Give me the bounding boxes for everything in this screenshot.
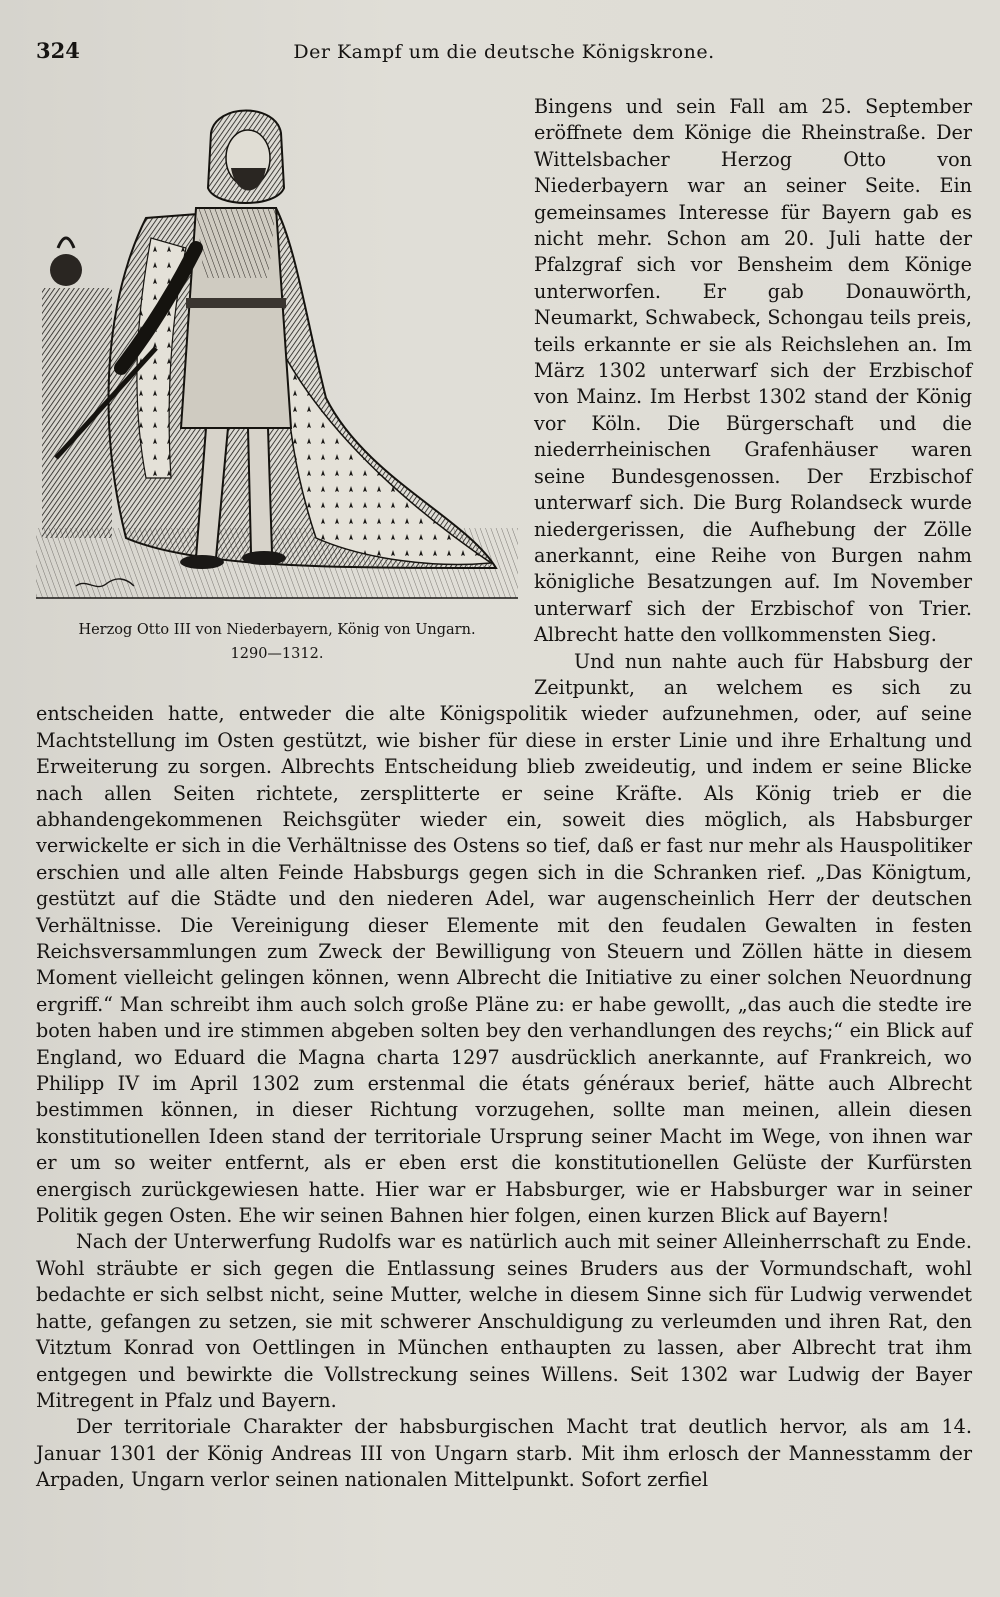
figure-caption — [36, 618, 518, 666]
caption-title: Herzog Otto III von Niederbayern, König von Ungarn. — [78, 622, 476, 638]
paragraph-3: Nach der Unterwerfung Rudolfs war es natürlich auch mit seiner Alleinherrschaft zu Ende. Wohl sträubte er sich gegen die Entlassung seines Bruders aus der Vormundschaft, wohl bedachte er sich selbst nicht, seine Mutter, welche in diesem Sinne sich für Ludwig verwendet hatte, gefangen zu setzen, sie mit schwerer Anschuldigung zu verleumden und ihren Rat, den Vitztum Konrad von Oettlingen in München enthaupten zu lassen, aber Albrecht trat ihm entgegen und bewirkte die Vollstreckung seines Willens. Seit 1302 war Ludwig der Bayer Mitregent in Pfalz und Bayern. — [36, 1230, 972, 1412]
portrait-figure — [36, 98, 518, 686]
paragraph-4: Der territoriale Charakter der habsburgischen Macht trat deutlich hervor, als am 14. Januar 1301 der König Andreas III von Ungarn starb. Mit ihm erlosch der Mannesstamm der Arpaden, Ungarn verlor seinen nationalen Mittelpunkt. Sofort zerfiel — [36, 1415, 972, 1492]
portrait-engraving — [36, 98, 518, 618]
paragraph-1: Bingens und sein Fall am 25. September eröffnete dem Könige die Rheinstraße. Der Wittelsbacher Herzog Otto von Niederbayern war an seiner Seite. Ein gemeinsames Interesse für Bayern gab es nicht mehr. Schon am 20. Juli hatte der Pfalzgraf sich vor Bensheim dem Könige unterworfen. Er gab Donauwörth, Neumarkt, Schwabeck, Schongau teils preis, teils erkannte er sie als Reichslehen an. Im März 1302 unterwarf sich der Erzbischof von Mainz. Im Herbst 1302 stand der König vor Köln. Die Bürgerschaft und die niederrheinischen Grafenhäuser waren seine Bundesgenossen. Der Erzbischof unterwarf sich. Die Burg Rolandseck wurde niedergerissen, die Aufhebung der Zölle anerkannt, eine Reihe von Burgen nahm königliche Besatzungen auf. Im November unterwarf sich der Erzbischof von Trier. Albrecht hatte den vollkommensten Sieg. — [534, 95, 972, 647]
running-title: Der Kampf um die deutsche Königskrone. — [293, 41, 715, 63]
throne-shape — [42, 288, 112, 538]
paragraph-2: Und nun nahte auch für Habsburg der Zeitpunkt, an welchem es sich zu entscheiden hatte, entweder die alte Königspolitik wieder aufzunehmen, oder, auf seine Machtstellung im Osten gestützt, wie bisher für diese in erster Linie und ihre Erhaltung und Erweiterung zu sorgen. Albrechts Entscheidung blieb zweideutig, und indem er seine Blicke nach allen Seiten richtete, zersplitterte er seine Kräfte. Als König trieb er die abhandengekommenen Reichsgüter wieder ein, soweit dies möglich, als Habsburger verwickelte er sich in die Verhältnisse des Ostens so tief, daß er fast nur mehr als Hauspolitiker erschien und alle alten Feinde Habsburgs gegen sich in die Schranken rief. „Das Königtum, gestützt auf die Städte und den niederen Adel, war augenscheinlich Herr der deutschen Verhältnisse. Die Vereinigung dieser Elemente mit den feudalen Gewalten in festen Reichsversammlungen zum Zweck der Bewilligung von Steuern und Zöllen hätte in diesem Moment vielleicht gelingen können, wenn Albrecht die Initiative zu einer solchen Neuordnung ergriff.“ Man schreibt ihm auch solch große Pläne zu: er habe gewollt, „das auch die stedte ire boten haben und ire stimmen abgeben solten bey den verhandlungen des reychs;“ ein Blick auf England, wo Eduard die Magna charta 1297 ausdrücklich anerkannte, auf Frankreich, wo Philipp IV im April 1302 zum erstenmal die états généraux berief, hätte auch Albrecht bestimmen können, in dieser Richtung vorzugehen, sollte man meinen, allein diesen konstitutionellen Ideen stand der territoriale Ursprung seiner Macht im Wege, von ihnen war er um so weiter entfernt, als er eben erst die konstitutionellen Gelüste der Kurfürsten energisch zurückgewiesen hatte. Hier war er Habsburger, wie er Habsburger war in seiner Politik gegen Osten. Ehe wir seinen Bahnen hier folgen, einen kurzen Blick auf Bayern! — [36, 649, 972, 1228]
caption-dates: 1290—1312. — [230, 646, 324, 662]
page-header — [36, 38, 972, 72]
body-text — [36, 94, 972, 1494]
page-number: 324 — [36, 38, 80, 63]
